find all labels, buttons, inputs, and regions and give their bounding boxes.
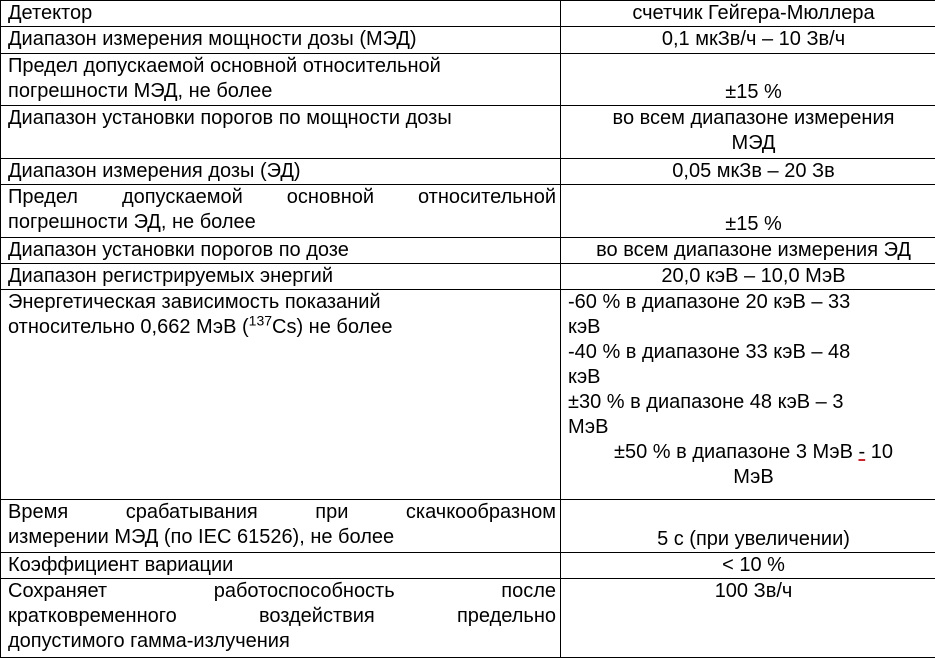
value-cell [561, 290, 935, 500]
param-line: Сохраняет работоспособность после [8, 580, 556, 602]
param-cell: Диапазон установки порогов по дозе [1, 238, 561, 264]
value-cell: 20,0 кэВ – 10,0 МэВ [561, 264, 935, 290]
value-cell: 5 с (при увеличении) [561, 500, 935, 553]
table-row [1, 159, 935, 185]
table-row [1, 1, 935, 27]
table-row [1, 238, 935, 264]
value-line: -40 % в диапазоне 33 кэВ – 48 [568, 341, 851, 363]
param-cell: Коэффициент вариации [1, 553, 561, 579]
value-cell: во всем диапазоне измерения ЭД [561, 238, 935, 264]
param-cell [1, 579, 561, 658]
table-row [1, 264, 935, 290]
spelling-mark: - [858, 441, 866, 463]
param-line: кратковременного воздействия предельно [8, 605, 556, 627]
value-cell: счетчик Гейгера-Мюллера [561, 1, 935, 27]
table-row [1, 553, 935, 579]
table-row [1, 185, 935, 238]
param-cell: Диапазон измерения мощности дозы (МЭД) [1, 27, 561, 54]
param-text: относительно 0,662 МэВ ( [8, 316, 249, 338]
param-cell [1, 185, 561, 238]
value-cell: 100 Зв/ч [561, 579, 935, 658]
param-line: измерении МЭД (по IEC 61526), не более [8, 526, 395, 548]
value-cell [561, 106, 935, 159]
param-line: допустимого гамма-излучения [8, 630, 290, 652]
value-line: МЭД [731, 132, 776, 154]
value-line: -60 % в диапазоне 20 кэВ – 33 [568, 291, 851, 313]
value-text: 10 [865, 441, 893, 463]
param-line: Энергетическая зависимость показаний [8, 291, 381, 313]
table-row [1, 579, 935, 658]
param-line [8, 312, 556, 340]
value-cell: 0,05 мкЗв – 20 Зв [561, 159, 935, 185]
table-row [1, 54, 935, 106]
value-cell: ±15 % [561, 185, 935, 238]
value-line: во всем диапазоне измерения [612, 107, 895, 129]
value-cell: ±15 % [561, 54, 935, 106]
param-cell [1, 290, 561, 500]
table-row [1, 500, 935, 553]
param-line: погрешности ЭД, не более [8, 211, 256, 233]
value-line: кэВ [568, 316, 601, 338]
param-cell [1, 54, 561, 106]
value-cell: < 10 % [561, 553, 935, 579]
value-line: МэВ [568, 416, 609, 438]
table-row [1, 290, 935, 500]
param-line: погрешности МЭД, не более [8, 80, 273, 102]
value-line: МэВ [733, 466, 774, 488]
param-line: Время срабатывания при скачкообразном [8, 501, 556, 523]
value-line [568, 440, 935, 465]
param-text: Cs) не более [272, 316, 393, 338]
value-line: ±30 % в диапазоне 48 кэВ – 3 [568, 391, 844, 413]
isotope-mass: 137 [248, 312, 273, 329]
table-row [1, 27, 935, 54]
value-text: ±50 % в диапазоне 3 МэВ [614, 441, 859, 463]
value-line: кэВ [568, 366, 601, 388]
table-row [1, 106, 935, 159]
param-cell: Диапазон установки порогов по мощности дозы [1, 106, 561, 159]
param-line: Предел допускаемой основной относительной [8, 55, 441, 77]
param-cell: Диапазон измерения дозы (ЭД) [1, 159, 561, 185]
param-line: Предел допускаемой основной относительной [8, 186, 556, 208]
param-cell: Детектор [1, 1, 561, 27]
param-cell: Диапазон регистрируемых энергий [1, 264, 561, 290]
param-cell [1, 500, 561, 553]
value-cell: 0,1 мкЗв/ч – 10 Зв/ч [561, 27, 935, 54]
